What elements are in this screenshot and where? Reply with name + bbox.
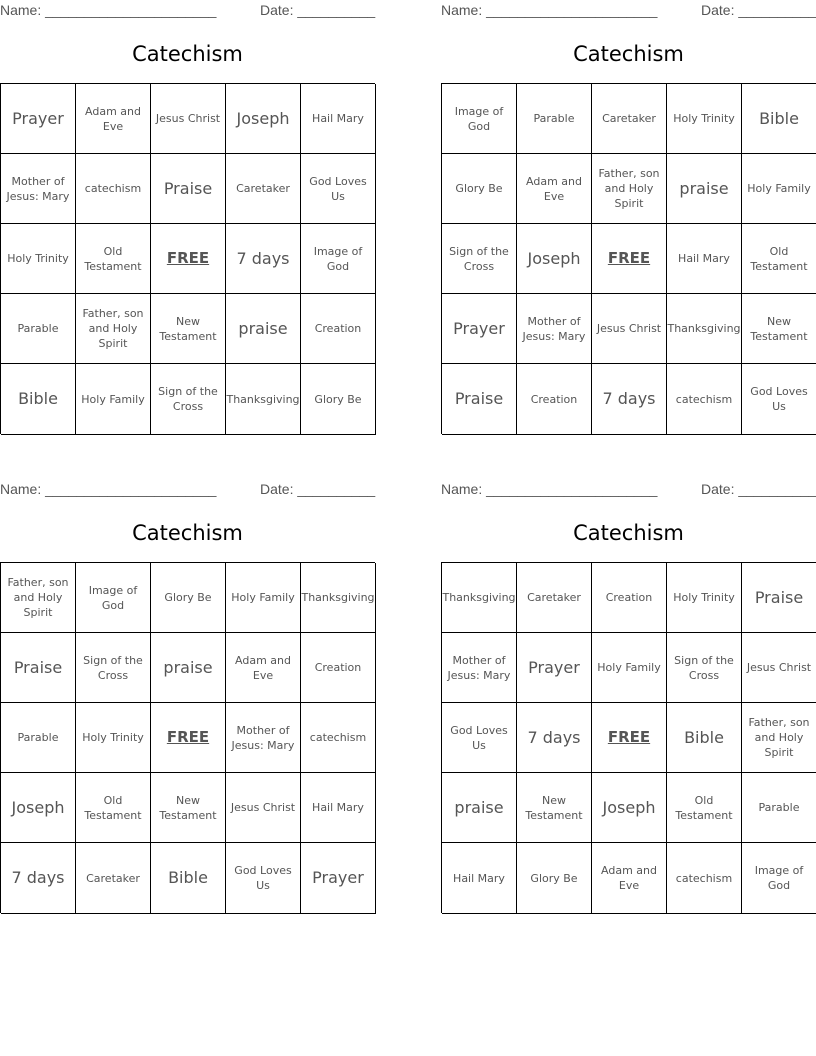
date-field-label: Date: __________	[260, 481, 376, 497]
card-title: Catechism	[132, 521, 243, 545]
bingo-cell: 7 days	[517, 703, 592, 773]
bingo-cell: Adam and Eve	[226, 633, 301, 703]
date-field-label: Date: __________	[260, 2, 376, 18]
bingo-cell: Father, son and Holy Spirit	[592, 154, 667, 224]
card-title: Catechism	[573, 521, 684, 545]
bingo-cell: praise	[151, 633, 226, 703]
bingo-cell: Image of God	[301, 224, 376, 294]
bingo-cell: God Loves Us	[301, 154, 376, 224]
bingo-cell: praise	[442, 773, 517, 843]
free-space-cell: FREE	[592, 703, 667, 773]
bingo-cell: New Testament	[151, 773, 226, 843]
bingo-cell: Thanksgiving	[226, 364, 301, 435]
bingo-cell: Prayer	[517, 633, 592, 703]
free-space-cell: FREE	[151, 703, 226, 773]
bingo-cell: Old Testament	[76, 224, 151, 294]
bingo-cell: Holy Trinity	[667, 84, 742, 154]
bingo-cell: Parable	[742, 773, 816, 843]
free-space-cell: FREE	[592, 224, 667, 294]
bingo-cell: Father, son and Holy Spirit	[742, 703, 816, 773]
bingo-cell: Adam and Eve	[517, 154, 592, 224]
bingo-cell: Hail Mary	[301, 84, 376, 154]
bingo-cell: Praise	[151, 154, 226, 224]
bingo-cell: Father, son and Holy Spirit	[76, 294, 151, 364]
bingo-cell: Jesus Christ	[151, 84, 226, 154]
bingo-cell: New Testament	[151, 294, 226, 364]
bingo-cell: Joseph	[226, 84, 301, 154]
bingo-cell: Creation	[301, 294, 376, 364]
bingo-cell: God Loves Us	[442, 703, 517, 773]
bingo-card-2	[441, 0, 816, 440]
bingo-cell: Bible	[667, 703, 742, 773]
bingo-cell: catechism	[667, 364, 742, 435]
bingo-cell: Adam and Eve	[592, 843, 667, 914]
bingo-cell: Mother of Jesus: Mary	[517, 294, 592, 364]
bingo-card-3	[0, 479, 375, 919]
bingo-cell: Parable	[1, 703, 76, 773]
bingo-cell: Creation	[517, 364, 592, 435]
bingo-card-4	[441, 479, 816, 919]
date-field-label: Date: __________	[701, 481, 816, 497]
bingo-grid	[0, 83, 375, 434]
card-title: Catechism	[573, 42, 684, 66]
bingo-cell: catechism	[667, 843, 742, 914]
bingo-cell: praise	[667, 154, 742, 224]
bingo-cell: praise	[226, 294, 301, 364]
bingo-grid	[441, 83, 816, 434]
bingo-cell: Prayer	[301, 843, 376, 914]
bingo-cell: Image of God	[442, 84, 517, 154]
name-field-label: Name: ______________________	[0, 481, 217, 497]
bingo-cell: Parable	[517, 84, 592, 154]
bingo-cell: Joseph	[592, 773, 667, 843]
bingo-cell: Hail Mary	[667, 224, 742, 294]
bingo-cell: New Testament	[742, 294, 816, 364]
bingo-cell: God Loves Us	[226, 843, 301, 914]
name-field-label: Name: ______________________	[441, 481, 658, 497]
bingo-cell: God Loves Us	[742, 364, 816, 435]
bingo-cell: Prayer	[442, 294, 517, 364]
bingo-cell: Sign of the Cross	[151, 364, 226, 435]
bingo-cell: Hail Mary	[301, 773, 376, 843]
bingo-cell: Praise	[742, 563, 816, 633]
bingo-cell: Joseph	[517, 224, 592, 294]
bingo-cell: Glory Be	[442, 154, 517, 224]
bingo-cell: Holy Trinity	[1, 224, 76, 294]
bingo-cell: Glory Be	[301, 364, 376, 435]
bingo-cell: Image of God	[742, 843, 816, 914]
bingo-cell: Mother of Jesus: Mary	[226, 703, 301, 773]
bingo-grid	[0, 562, 375, 913]
card-title: Catechism	[132, 42, 243, 66]
bingo-cell: Caretaker	[592, 84, 667, 154]
bingo-cell: Joseph	[1, 773, 76, 843]
bingo-cell: Mother of Jesus: Mary	[442, 633, 517, 703]
bingo-cell: catechism	[76, 154, 151, 224]
bingo-cell: Thanksgiving	[442, 563, 517, 633]
bingo-cell: Glory Be	[151, 563, 226, 633]
bingo-cell: Holy Family	[592, 633, 667, 703]
bingo-cell: Jesus Christ	[742, 633, 816, 703]
bingo-cell: Creation	[301, 633, 376, 703]
bingo-cell: Praise	[442, 364, 517, 435]
bingo-cell: Glory Be	[517, 843, 592, 914]
bingo-cell: Holy Family	[226, 563, 301, 633]
bingo-cell: Sign of the Cross	[76, 633, 151, 703]
bingo-cell: Sign of the Cross	[667, 633, 742, 703]
bingo-cell: Father, son and Holy Spirit	[1, 563, 76, 633]
bingo-cell: Jesus Christ	[592, 294, 667, 364]
name-field-label: Name: ______________________	[0, 2, 217, 18]
bingo-cell: Jesus Christ	[226, 773, 301, 843]
bingo-cell: 7 days	[592, 364, 667, 435]
bingo-cell: Adam and Eve	[76, 84, 151, 154]
bingo-cell: Praise	[1, 633, 76, 703]
bingo-cell: Holy Trinity	[76, 703, 151, 773]
bingo-cell: New Testament	[517, 773, 592, 843]
bingo-cell: Old Testament	[667, 773, 742, 843]
bingo-cell: Prayer	[1, 84, 76, 154]
bingo-cell: 7 days	[226, 224, 301, 294]
bingo-cell: Holy Trinity	[667, 563, 742, 633]
bingo-card-1	[0, 0, 375, 440]
bingo-cell: Caretaker	[517, 563, 592, 633]
free-space-cell: FREE	[151, 224, 226, 294]
name-field-label: Name: ______________________	[441, 2, 658, 18]
bingo-cell: Bible	[1, 364, 76, 435]
bingo-cell: Bible	[742, 84, 816, 154]
bingo-cell: Holy Family	[742, 154, 816, 224]
bingo-cell: Old Testament	[742, 224, 816, 294]
bingo-grid	[441, 562, 816, 913]
bingo-cell: Parable	[1, 294, 76, 364]
bingo-cell: Creation	[592, 563, 667, 633]
bingo-cell: Holy Family	[76, 364, 151, 435]
bingo-cell: catechism	[301, 703, 376, 773]
date-field-label: Date: __________	[701, 2, 816, 18]
bingo-cell: Sign of the Cross	[442, 224, 517, 294]
bingo-cell: Bible	[151, 843, 226, 914]
bingo-cell: Caretaker	[226, 154, 301, 224]
bingo-cell: Mother of Jesus: Mary	[1, 154, 76, 224]
bingo-cell: Hail Mary	[442, 843, 517, 914]
bingo-cell: Caretaker	[76, 843, 151, 914]
bingo-cell: Thanksgiving	[301, 563, 376, 633]
bingo-cell: Old Testament	[76, 773, 151, 843]
bingo-cell: Image of God	[76, 563, 151, 633]
bingo-cell: Thanksgiving	[667, 294, 742, 364]
bingo-cell: 7 days	[1, 843, 76, 914]
